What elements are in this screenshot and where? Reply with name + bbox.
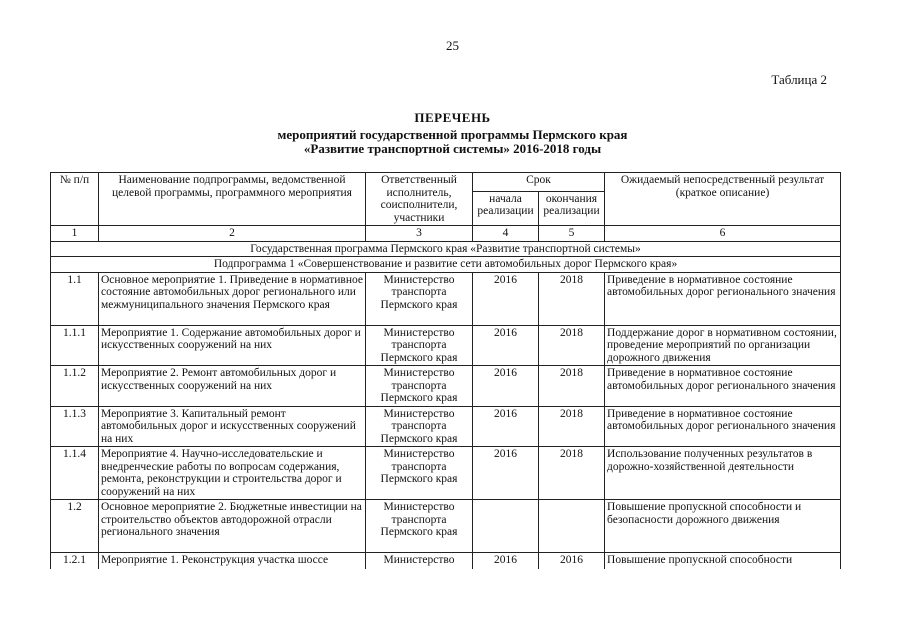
row-name: Мероприятие 2. Ремонт автомобильных дорог и искусственных сооружений на них bbox=[99, 366, 366, 407]
row-start: 2016 bbox=[473, 406, 539, 447]
row-end: 2018 bbox=[539, 366, 605, 407]
row-name: Мероприятие 1. Содержание автомобильных дорог и искусственных сооружений на них bbox=[99, 325, 366, 366]
row-result: Повышение пропускной способности bbox=[605, 553, 841, 570]
column-number: 3 bbox=[366, 226, 473, 242]
table-row bbox=[51, 272, 841, 325]
header-executor: Ответственный исполнитель, соисполнители, участники bbox=[366, 173, 473, 226]
header-name: Наименование подпрограммы, ведомственной целевой программы, программного мероприятия bbox=[99, 173, 366, 226]
header-row bbox=[51, 173, 841, 192]
subprogram-title: Подпрограмма 1 «Совершенствование и развитие сети автомобильных дорог Пермского края» bbox=[51, 257, 841, 273]
subtitle-line-1: мероприятий государственной программы Пермского края bbox=[277, 127, 628, 142]
row-start: 2016 bbox=[473, 325, 539, 366]
row-name: Основное мероприятие 1. Приведение в нормативное состояние автомобильных дорог регионального или межмуниципального значения Пермского края bbox=[99, 272, 366, 325]
table-row bbox=[51, 325, 841, 366]
table-row bbox=[51, 406, 841, 447]
row-start: 2016 bbox=[473, 447, 539, 500]
program-title: Государственная программа Пермского края «Развитие транспортной системы» bbox=[51, 241, 841, 257]
events-table bbox=[50, 172, 841, 569]
header-start: начала реализации bbox=[473, 191, 539, 225]
header-term: Срок bbox=[473, 173, 605, 192]
row-result: Использование полученных результатов в дорожно-хозяйственной деятельности bbox=[605, 447, 841, 500]
row-num: 1.1.4 bbox=[51, 447, 99, 500]
subtitle-line-2: «Развитие транспортной системы» 2016-2018 годы bbox=[303, 141, 602, 156]
row-result: Приведение в нормативное состояние автомобильных дорог регионального значения bbox=[605, 366, 841, 407]
row-result: Поддержание дорог в нормативном состоянии, проведение мероприятий по организации дорожного движения bbox=[605, 325, 841, 366]
row-end: 2018 bbox=[539, 406, 605, 447]
row-num: 1.1.3 bbox=[51, 406, 99, 447]
document-title: ПЕРЕЧЕНЬ bbox=[414, 110, 491, 125]
row-start: 2016 bbox=[473, 272, 539, 325]
header-num: № п/п bbox=[51, 173, 99, 226]
table-row bbox=[51, 553, 841, 570]
row-end: 2018 bbox=[539, 325, 605, 366]
column-number: 5 bbox=[539, 226, 605, 242]
row-end bbox=[539, 500, 605, 553]
row-result: Приведение в нормативное состояние автомобильных дорог регионального значения bbox=[605, 406, 841, 447]
row-num: 1.2 bbox=[51, 500, 99, 553]
page-number: 25 bbox=[446, 38, 459, 53]
table-label: Таблица 2 bbox=[771, 72, 827, 87]
row-start: 2016 bbox=[473, 553, 539, 570]
column-number: 2 bbox=[99, 226, 366, 242]
row-end: 2018 bbox=[539, 447, 605, 500]
subprogram-row bbox=[51, 257, 841, 273]
row-result: Повышение пропускной способности и безопасности дорожного движения bbox=[605, 500, 841, 553]
row-name: Основное мероприятие 2. Бюджетные инвестиции на строительство объектов автодорожной отрасли регионального значения bbox=[99, 500, 366, 553]
row-name: Мероприятие 1. Реконструкция участка шоссе bbox=[99, 553, 366, 570]
table-row bbox=[51, 447, 841, 500]
row-num: 1.1.2 bbox=[51, 366, 99, 407]
row-num: 1.1.1 bbox=[51, 325, 99, 366]
row-result: Приведение в нормативное состояние автомобильных дорог регионального значения bbox=[605, 272, 841, 325]
column-number-row bbox=[51, 226, 841, 242]
table-row bbox=[51, 366, 841, 407]
row-executor: Министерство транспорта Пермского края bbox=[366, 406, 473, 447]
program-row bbox=[51, 241, 841, 257]
row-executor: Министерство bbox=[366, 553, 473, 570]
column-number: 1 bbox=[51, 226, 99, 242]
row-start: 2016 bbox=[473, 366, 539, 407]
table-row bbox=[51, 500, 841, 553]
row-num: 1.2.1 bbox=[51, 553, 99, 570]
row-end: 2018 bbox=[539, 272, 605, 325]
row-executor: Министерство транспорта Пермского края bbox=[366, 366, 473, 407]
column-number: 4 bbox=[473, 226, 539, 242]
row-name: Мероприятие 4. Научно-исследовательские и внедренческие работы по вопросам содержания, ремонта, реконструкции и строительства дорог и сооружений на них bbox=[99, 447, 366, 500]
header-result: Ожидаемый непосредственный результат (краткое описание) bbox=[605, 173, 841, 226]
column-number: 6 bbox=[605, 226, 841, 242]
row-start bbox=[473, 500, 539, 553]
row-executor: Министерство транспорта Пермского края bbox=[366, 325, 473, 366]
row-num: 1.1 bbox=[51, 272, 99, 325]
row-name: Мероприятие 3. Капитальный ремонт автомобильных дорог и искусственных сооружений на них bbox=[99, 406, 366, 447]
document-subtitle bbox=[0, 128, 905, 156]
header-end: окончания реализации bbox=[539, 191, 605, 225]
row-end: 2016 bbox=[539, 553, 605, 570]
row-executor: Министерство транспорта Пермского края bbox=[366, 500, 473, 553]
row-executor: Министерство транспорта Пермского края bbox=[366, 272, 473, 325]
row-executor: Министерство транспорта Пермского края bbox=[366, 447, 473, 500]
